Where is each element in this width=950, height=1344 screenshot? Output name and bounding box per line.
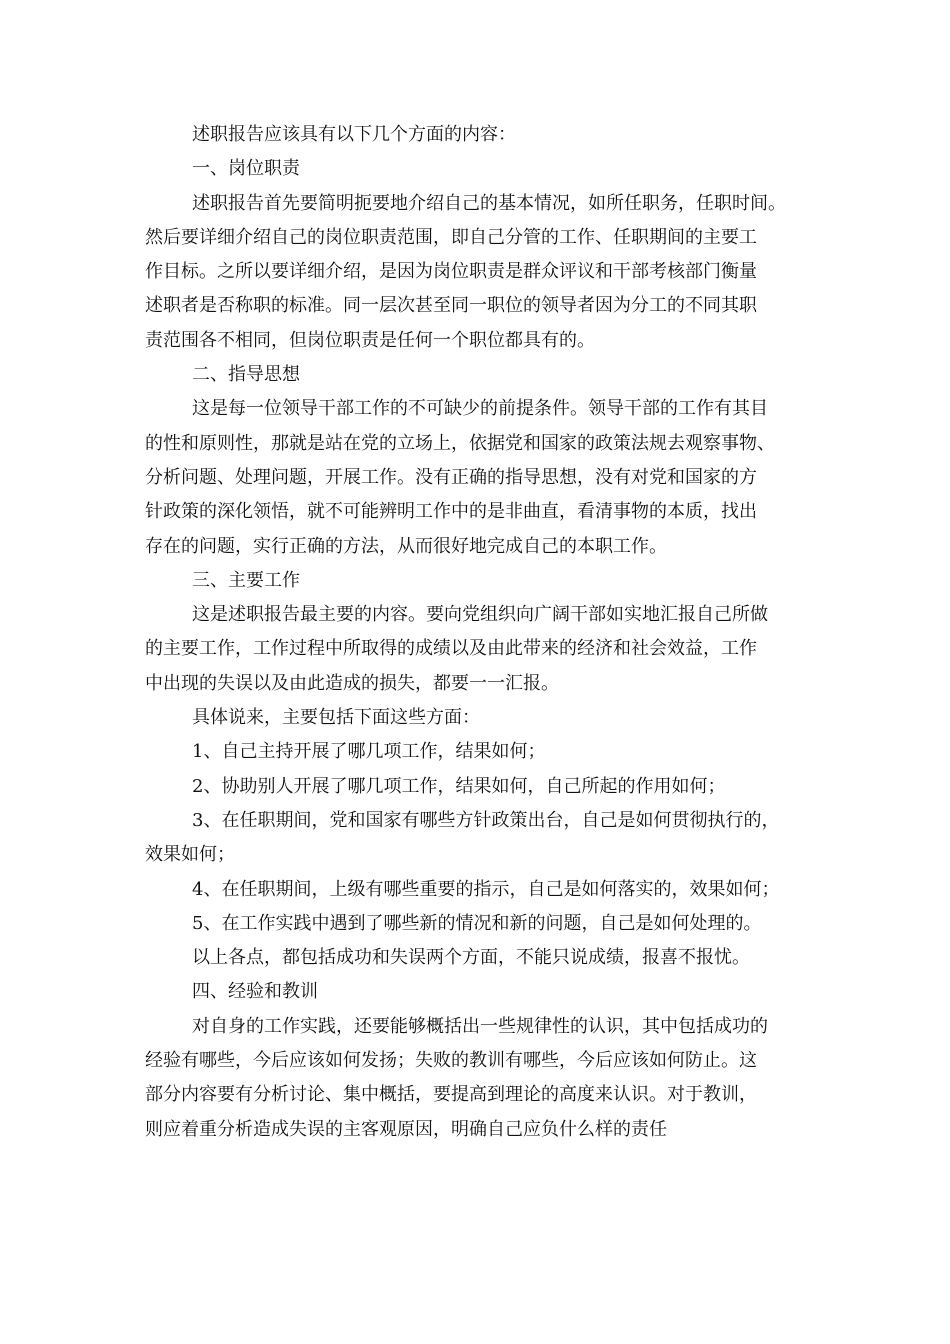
text-line: 三、主要工作 (192, 569, 300, 591)
text-line: 4、在任职期间，上级有哪些重要的指示，自己是如何落实的，效果如何； (192, 878, 780, 900)
text-line: 责范围各不相同，但岗位职责是任何一个职位都具有的。 (145, 329, 595, 351)
text-line: 经验有哪些，今后应该如何发扬；失败的教训有哪些，今后应该如何防止。这 (145, 1050, 757, 1072)
text-line: 1、自己主持开展了哪几项工作，结果如何； (192, 741, 546, 763)
text-line: 二、指导思想 (192, 364, 300, 386)
text-line: 3、在任职期间，党和国家有哪些方针政策出台，自己是如何贯彻执行的， (192, 809, 780, 831)
text-line: 具体说来，主要包括下面这些方面： (192, 707, 480, 729)
text-line: 存在的问题，实行正确的方法，从而很好地完成自己的本职工作。 (145, 535, 667, 557)
text-line: 的主要工作，工作过程中所取得的成绩以及由此带来的经济和社会效益，工作 (145, 638, 757, 660)
text-line: 一、岗位职责 (192, 158, 300, 180)
text-line: 部分内容要有分析讨论、集中概括，要提高到理论的高度来认识。对于教训， (145, 1084, 757, 1106)
text-line: 以上各点，都包括成功和失误两个方面，不能只说成绩，报喜不报忧。 (192, 947, 750, 969)
text-line: 则应着重分析造成失误的主客观原因，明确自己应负什么样的责任 (145, 1118, 667, 1140)
text-line: 这是述职报告最主要的内容。要向党组织向广阔干部如实地汇报自己所做 (192, 604, 768, 626)
text-line: 这是每一位领导干部工作的不可缺少的前提条件。领导干部的工作有其目 (192, 398, 768, 420)
text-line: 的性和原则性，那就是站在党的立场上，依据党和国家的政策法规去观察事物、 (145, 432, 775, 454)
text-line: 中出现的失误以及由此造成的损失，都要一一汇报。 (145, 672, 559, 694)
text-line: 然后要详细介绍自己的岗位职责范围，即自己分管的工作、任职期间的主要工 (145, 226, 757, 248)
text-line: 效果如何； (145, 844, 235, 866)
text-line: 分析问题、处理问题，开展工作。没有正确的指导思想，没有对党和国家的方 (145, 466, 757, 488)
text-line: 作目标。之所以要详细介绍，是因为岗位职责是群众评议和干部考核部门衡量 (145, 261, 757, 283)
text-line: 述职者是否称职的标准。同一层次甚至同一职位的领导者因为分工的不同其职 (145, 295, 757, 317)
text-line: 针政策的深化领悟，就不可能辨明工作中的是非曲直，看清事物的本质，找出 (145, 501, 757, 523)
text-line: 2、协助别人开展了哪几项工作，结果如何，自己所起的作用如何； (192, 775, 726, 797)
text-line: 对自身的工作实践，还要能够概括出一些规律性的认识，其中包括成功的 (192, 1015, 768, 1037)
text-line: 5、在工作实践中遇到了哪些新的情况和新的问题，自己是如何处理的。 (192, 912, 762, 934)
document-page (145, 118, 815, 1147)
text-line: 述职报告应该具有以下几个方面的内容： (192, 124, 516, 145)
text-line: 述职报告首先要简明扼要地介绍自己的基本情况，如所任职务，任职时间。 (192, 192, 786, 214)
text-line: 四、经验和教训 (192, 981, 318, 1003)
